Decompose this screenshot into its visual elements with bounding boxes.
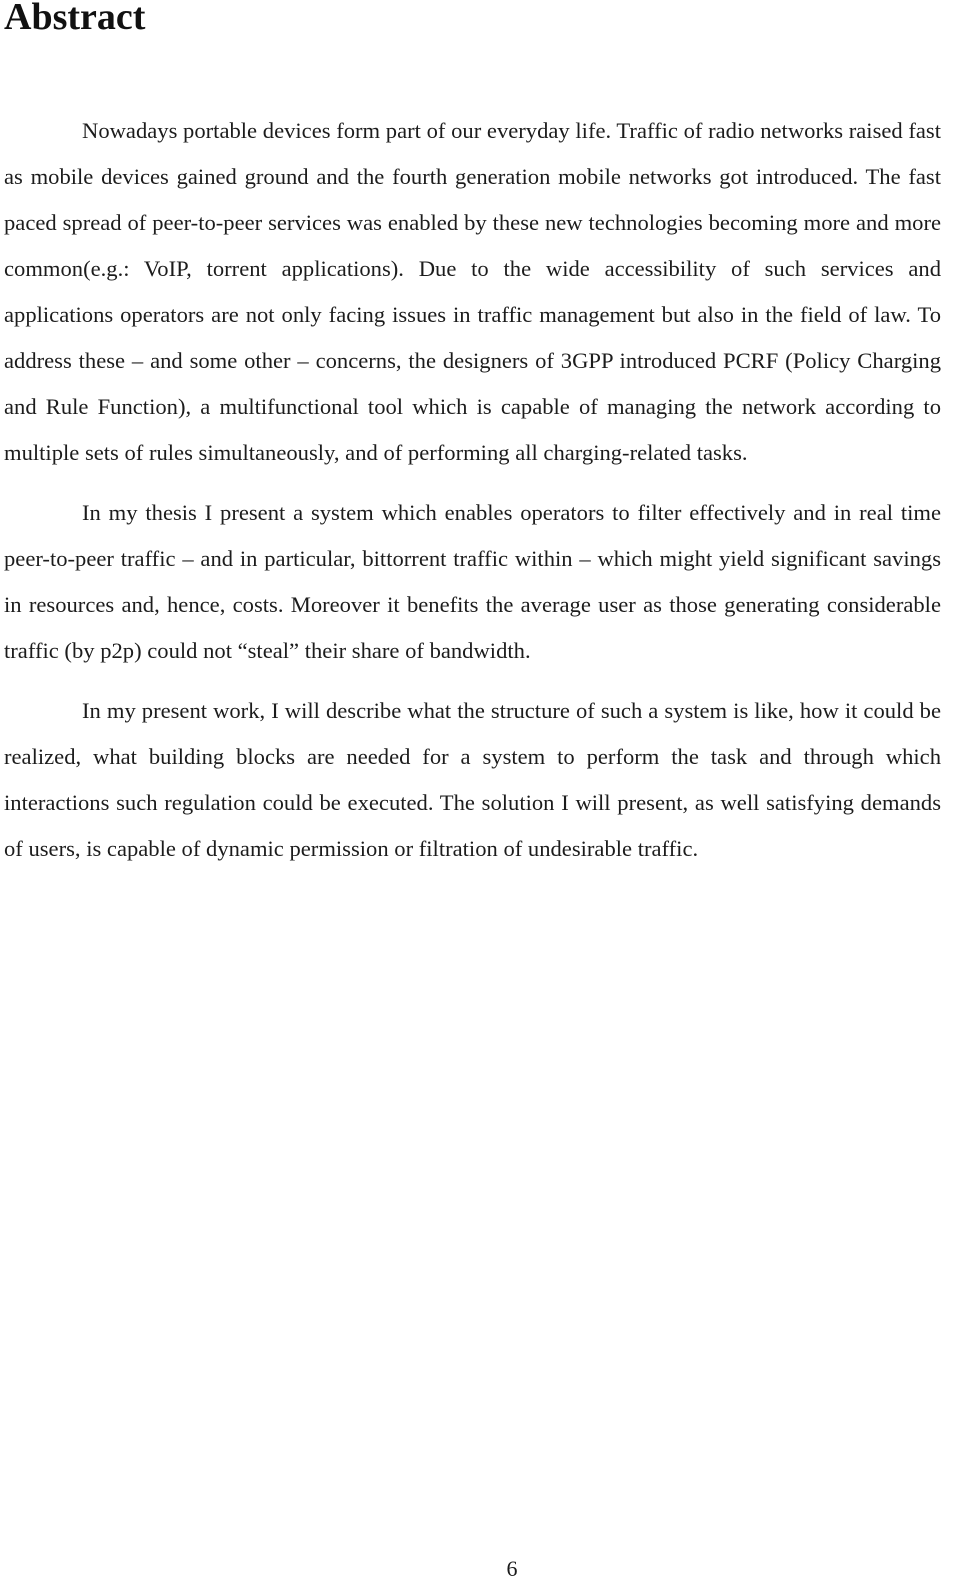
abstract-body (4, 108, 941, 872)
section-heading: Abstract (4, 0, 146, 38)
page-number: 6 (506, 1556, 518, 1581)
paragraph-3: In my present work, I will describe what the structure of such a system is like, how it could be realized, what building blocks are needed for a system to perform the task and through which interactions such regulation could be executed. The solution I will present, as well satisfying demands of users, is capable of dynamic permission or filtration of undesirable traffic. (4, 698, 941, 861)
paragraph-2: In my thesis I present a system which enables operators to filter effectively and in real time peer-to-peer traffic – and in particular, bittorrent traffic within – which might yield significant savings in resources and, hence, costs. Moreover it benefits the average user as those generating considerable traffic (by p2p) could not “steal” their share of bandwidth. (4, 500, 941, 663)
paragraph-1: Nowadays portable devices form part of our everyday life. Traffic of radio networks raised fast as mobile devices gained ground and the fourth generation mobile networks got introduced. The fast paced spread of peer-to-peer services was enabled by these new technologies becoming more and more common(e.g.: VoIP, torrent applications). Due to the wide accessibility of such services and applications operators are not only facing issues in traffic management but also in the field of law. To address these – and some other – concerns, the designers of 3GPP introduced PCRF (Policy Charging and Rule Function), a multifunctional tool which is capable of managing the network according to multiple sets of rules simultaneously, and of performing all charging-related tasks. (4, 118, 941, 465)
